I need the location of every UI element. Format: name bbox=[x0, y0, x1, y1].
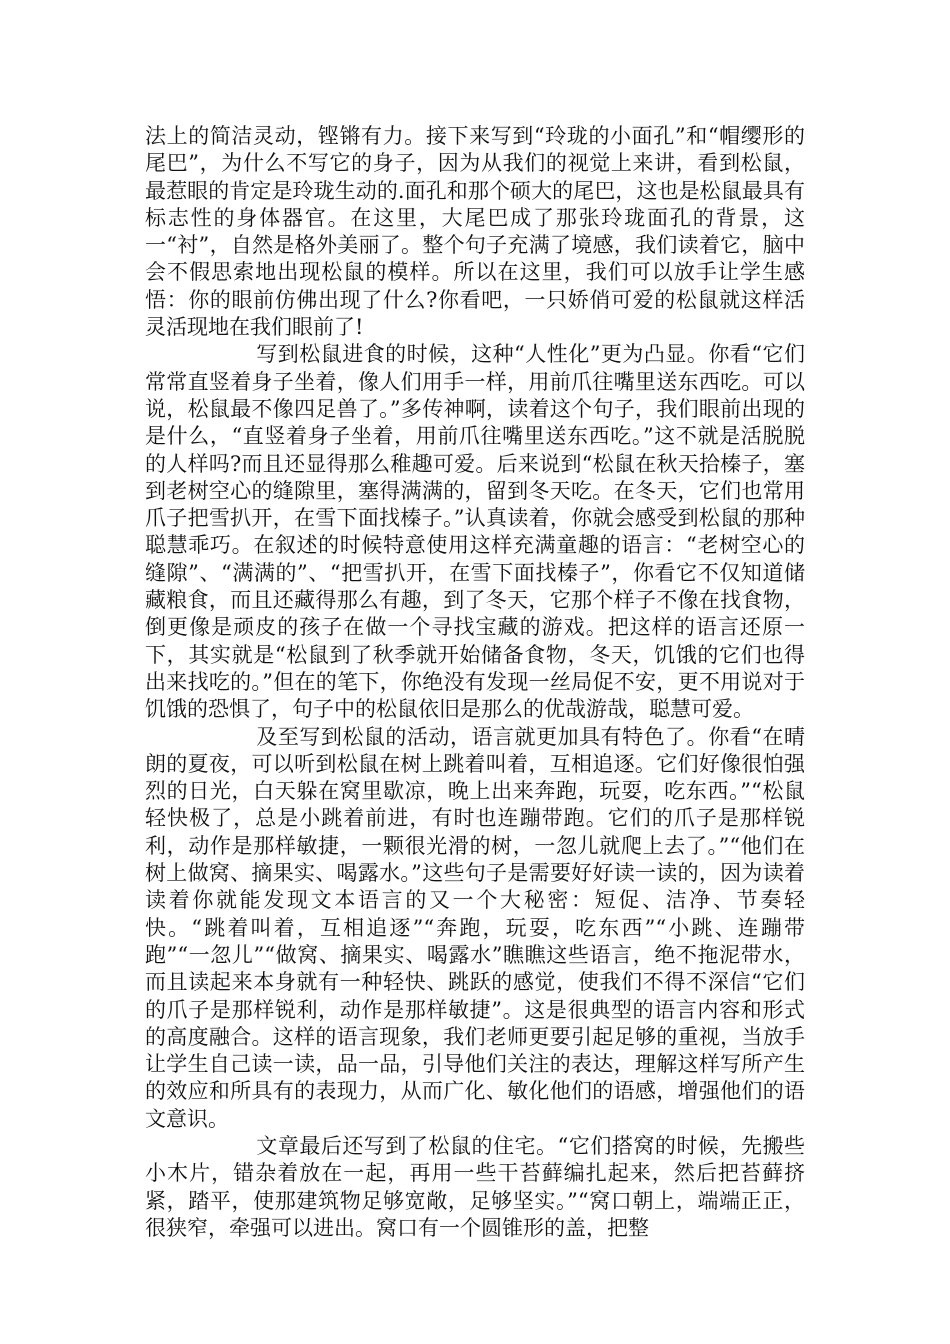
paragraph-2: 写到松鼠进食的时候，这种“人性化”更为凸显。你看“它们常常直竖着身子坐着，像人们用手一样，用前爪往嘴里送东西吃。可以说，松鼠最不像四足兽了。”多传神啊，读着这个句子，我们眼前出现的是什么，“直竖着身子坐着，用前爪往嘴里送东西吃。”这不就是活脱脱的人样吗?而且还显得那么稚趣可爱。后来说到“松鼠在秋天拾榛子，塞到老树空心的缝隙里，塞得满满的，留到冬天吃。在冬天，它们也常用爪子把雪扒开，在雪下面找榛子。”认真读着，你就会感受到松鼠的那种聪慧乖巧。在叙述的时候特意使用这样充满童趣的语言：“老树空心的缝隙”、“满满的”、“把雪扒开，在雪下面找榛子”，你看它不仅知道储藏粮食，而且还藏得那么有趣，到了冬天，它那个样子不像在找食物，倒更像是顽皮的孩子在做一个寻找宝藏的游戏。把这样的语言还原一下，其实就是“松鼠到了秋季就开始储备食物，冬天，饥饿的它们也得出来找吃的。”但在的笔下，你绝没有发现一丝局促不安，更不用说对于饥饿的恐惧了，句子中的松鼠依旧是那么的优哉游哉，聪慧可爱。 bbox=[145, 342, 805, 722]
paragraph-4: 文章最后还写到了松鼠的住宅。“它们搭窝的时候，先搬些小木片，错杂着放在一起，再用一些干苔藓编扎起来，然后把苔藓挤紧，踏平，使那建筑物足够宽敞，足够坚实。”“窝口朝上，端端正正，很狭窄，牵强可以进出。窝口有一个圆锥形的盖，把整 bbox=[145, 1133, 805, 1240]
body-text bbox=[145, 123, 805, 1242]
paragraph-3: 及至写到松鼠的活动，语言就更加具有特色了。你看“在晴朗的夏夜，可以听到松鼠在树上跳着叫着，互相追逐。它们好像很怕强烈的日光，白天躲在窝里歇凉，晚上出来奔跑，玩耍，吃东西。”“松鼠轻快极了，总是小跳着前进，有时也连蹦带跑。它们的爪子是那样锐利，动作是那样敏捷，一颗很光滑的树，一忽儿就爬上去了。”“他们在树上做窝、摘果实、喝露水。”这些句子是需要好好读一读的，因为读着读着你就能发现文本语言的又一个大秘密：短促、洁净、节奏轻快。“跳着叫着，互相追逐”“奔跑，玩耍，吃东西”“小跳、连蹦带跑”“一忽儿”“做窝、摘果实、喝露水”瞧瞧这些语言，绝不拖泥带水，而且读起来本身就有一种轻快、跳跃的感觉，使我们不得不深信“它们的爪子是那样锐利，动作是那样敏捷”。这是很典型的语言内容和形式的高度融合。这样的语言现象，我们老师更要引起足够的重视，当放手让学生自己读一读，品一品，引导他们关注的表达，理解这样写所产生的效应和所具有的表现力，从而广化、敏化他们的语感，增强他们的语文意识。 bbox=[145, 724, 805, 1131]
paragraph-1: 法上的简洁灵动，铿锵有力。接下来写到“玲珑的小面孔”和“帽缨形的尾巴”，为什么不写它的身子，因为从我们的视觉上来讲，看到松鼠，最惹眼的肯定是玲珑生动的.面孔和那个硕大的尾巴，这也是松鼠最具有标志性的身体器官。在这里，大尾巴成了那张玲珑面孔的背景，这一“衬”，自然是格外美丽了。整个句子充满了境感，我们读着它，脑中会不假思索地出现松鼠的模样。所以在这里，我们可以放手让学生感悟：你的眼前仿佛出现了什么?你看吧，一只娇俏可爱的松鼠就这样活灵活现地在我们眼前了! bbox=[145, 124, 805, 340]
